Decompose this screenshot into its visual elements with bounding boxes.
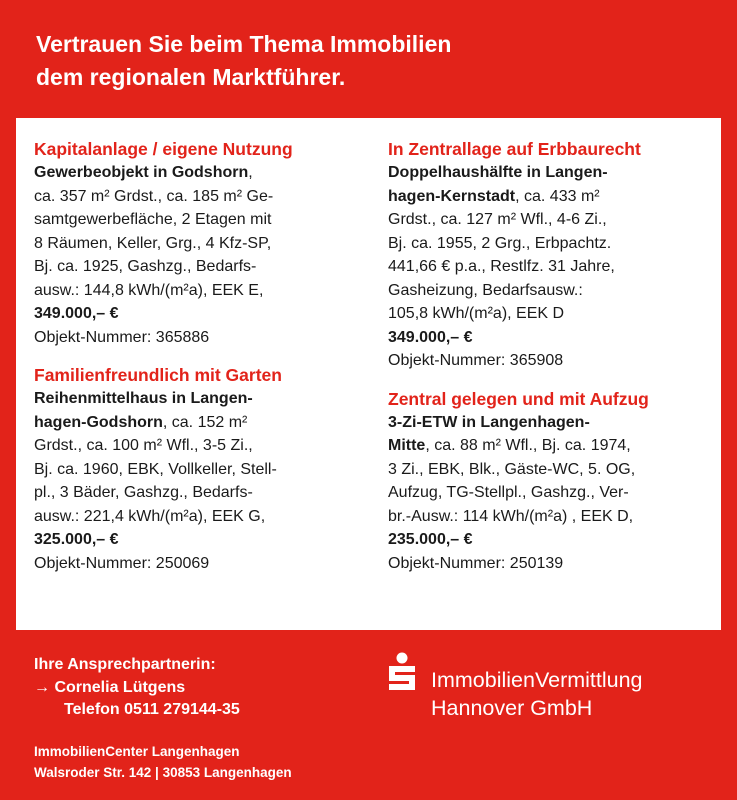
listing-price: 325.000,– € [34,531,119,548]
address-line-1: ImmobilienCenter Langenhagen [34,744,240,759]
listing-line: 105,8 kWh/(m²a), EEK D [388,305,565,322]
listing [34,138,369,349]
listing-line: 8 Räumen, Keller, Grg., 4 Kfz-SP, [34,234,272,252]
listing-line: Bj. ca. 1960, EBK, Vollkeller, Stell- [34,460,277,478]
listing-line: 441,66 € p.a., Restlfz. 31 Jahre, [388,258,615,275]
listing-line: Reihenmittelhaus in Langen- [34,390,253,407]
listing-line: Gasheizung, Bedarfsausw.: [388,281,583,299]
listing [388,138,723,373]
listings-column-left [34,138,369,590]
contact-phone: Telefon 0511 279144-35 [64,701,240,718]
listing-line: Bj. ca. 1925, Gashzg., Bedarfs- [34,258,257,275]
arrow-right-icon: → [34,678,50,696]
brand-name [431,666,643,722]
listing-line: ausw.: 144,8 kWh/(m²a), EEK E, [34,281,264,299]
listing-line: Bj. ca. 1955, 2 Grg., Erbpachtz. [388,234,612,252]
listing-line: Grdst., ca. 100 m² Wfl., 3-5 Zi., [34,437,253,454]
brand-line-2: Hannover GmbH [431,696,593,720]
address-block [34,741,292,783]
listing-title: Zentral gelegen und mit Aufzug [388,388,649,409]
listing-price: 235.000,– € [388,531,473,548]
listing-price: 349.000,– € [34,305,119,322]
listing [388,388,723,576]
contact-name-line [34,677,240,700]
contact-label: Ihre Ansprechpartnerin: [34,656,216,673]
listing-line: ca. 357 m² Grdst., ca. 185 m² Ge- [34,187,274,205]
listing-line: 3 Zi., EBK, Blk., Gäste-WC, 5. OG, [388,460,636,478]
listing-line: 3-Zi-ETW in Langenhagen- [388,413,590,431]
listing-line: Mitte, ca. 88 m² Wfl., Bj. ca. 1974, [388,437,631,454]
headline [36,28,716,94]
listing-price: 349.000,– € [388,328,473,346]
listing-title: Familienfreundlich mit Garten [34,365,282,385]
brand-logo [385,652,725,732]
listing-line: hagen-Godshorn, ca. 152 m² [34,413,248,431]
contact-name: Cornelia Lütgens [54,678,186,696]
listing [34,364,369,575]
address-line-2: Walsroder Str. 142 | 30853 Langenhagen [34,765,292,780]
listing-objekt-nummer: Objekt-Nummer: 250139 [388,554,564,572]
sparkasse-s-icon [385,652,419,694]
listing-line: ausw.: 221,4 kWh/(m²a), EEK G, [34,507,266,525]
headline-line-2: dem regionalen Marktführer. [36,64,346,90]
listing-line: hagen-Kernstadt, ca. 433 m² [388,187,600,205]
listings-panel [16,118,721,630]
contact-block [34,654,240,722]
listing-objekt-nummer: Objekt-Nummer: 365908 [388,352,564,369]
listing-line: Gewerbeobjekt in Godshorn, [34,164,253,181]
listing-body [34,161,369,349]
listing-line: Grdst., ca. 127 m² Wfl., 4-6 Zi., [388,211,607,228]
listings-column-right [388,138,723,590]
listing-body [34,387,369,575]
listing-line: pl., 3 Bäder, Gashzg., Bedarfs- [34,484,253,501]
listing-line: Doppelhaushälfte in Langen- [388,164,608,181]
brand-line-1: ImmobilienVermittlung [431,668,643,692]
listing-title: Kapitalanlage / eigene Nutzung [34,139,293,159]
listing-body [388,411,723,576]
listing-line: samtgewerbefläche, 2 Etagen mit [34,211,272,228]
listing-objekt-nummer: Objekt-Nummer: 250069 [34,554,210,572]
listing-line: br.-Ausw.: 114 kWh/(m²a) , EEK D, [388,507,634,525]
listing-title: In Zentrallage auf Erbbaurecht [388,139,641,159]
headline-line-1: Vertrauen Sie beim Thema Immobilien [36,31,452,57]
listing-line: Aufzug, TG-Stellpl., Gashzg., Ver- [388,484,629,501]
listing-body [388,161,723,373]
listing-objekt-nummer: Objekt-Nummer: 365886 [34,328,210,346]
